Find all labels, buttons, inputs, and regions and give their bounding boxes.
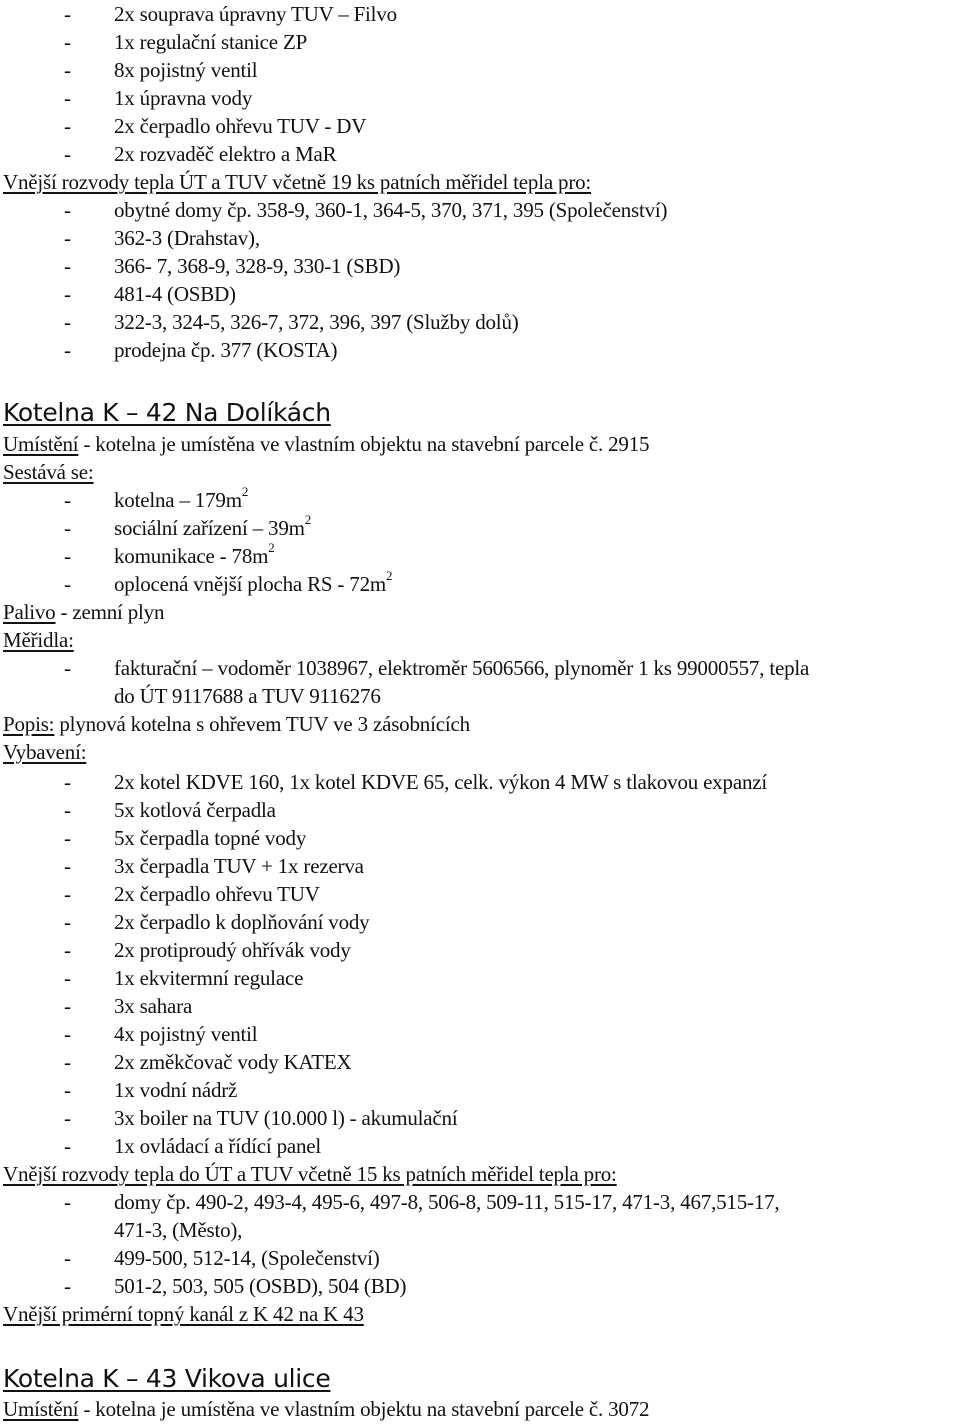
consists-label: Sestává se:: [3, 460, 94, 484]
external-distribution-heading: Vnější rozvody tepla ÚT a TUV včetně 19 ks patních měřidel tepla pro:: [3, 170, 592, 194]
list-dash: -: [64, 282, 71, 306]
fuel-text: - zemní plyn: [55, 600, 165, 624]
list-item: - 322-3, 324-5, 326-7, 372, 396, 397 (Služby dolů): [64, 310, 519, 334]
fuel-line: [3, 600, 164, 624]
list-dash: -: [64, 966, 71, 990]
list-dash: -: [64, 86, 71, 110]
location-label: Umístění: [3, 1397, 79, 1421]
list-item: - obytné domy čp. 358-9, 360-1, 364-5, 370, 371, 395 (Společenství): [64, 198, 668, 222]
list-dash: -: [64, 826, 71, 850]
list-dash: -: [64, 994, 71, 1018]
list-item: - 499-500, 512-14, (Společenství): [64, 1246, 380, 1270]
list-item: - 2x změkčovač vody KATEX: [64, 1050, 352, 1074]
list-dash: -: [64, 882, 71, 906]
list-dash: -: [64, 1274, 71, 1298]
list-item: - prodejna čp. 377 (KOSTA): [64, 338, 338, 362]
list-dash: -: [64, 544, 71, 568]
list-item: - 2x rozvaděč elektro a MaR: [64, 142, 337, 166]
description-text: plynová kotelna s ohřevem TUV ve 3 zásobnících: [54, 712, 470, 736]
list-item: - fakturační – vodoměr 1038967, elektroměr 5606566, plynoměr 1 ks 99000557, tepla: [64, 656, 810, 680]
list-dash: -: [64, 1246, 71, 1270]
list-dash: -: [64, 488, 71, 512]
list-dash: -: [64, 1190, 71, 1214]
list-item: - 3x boiler na TUV (10.000 l) - akumulační: [64, 1106, 458, 1130]
section-heading-k42: Kotelna K – 42 Na Dolíkách: [3, 398, 331, 427]
description-line: [3, 712, 470, 736]
list-item: - komunikace - $78m^2$: [64, 540, 275, 568]
list-item: - 3x sahara: [64, 994, 193, 1018]
list-item-continuation: do ÚT 9117688 a TUV 9116276: [114, 684, 381, 708]
list-item: - 366- 7, 368-9, 328-9, 330-1 (SBD): [64, 254, 401, 278]
list-item: - 2x protiproudý ohřívák vody: [64, 938, 351, 962]
description-label: Popis:: [3, 712, 55, 736]
list-dash: -: [64, 770, 71, 794]
list-item: - 2x kotel KDVE 160, 1x kotel KDVE 65, celk. výkon 4 MW s tlakovou expanzí: [64, 770, 768, 794]
list-item: - 5x kotlová čerpadla: [64, 798, 276, 822]
list-dash: -: [64, 938, 71, 962]
external-distribution-heading: Vnější rozvody tepla do ÚT a TUV včetně 15 ks patních měřidel tepla pro:: [3, 1162, 617, 1186]
list-item: - 3x čerpadla TUV + 1x rezerva: [64, 854, 364, 878]
fuel-label: Palivo: [3, 600, 56, 624]
location-line: [3, 1397, 649, 1421]
list-item-continuation: 471-3, (Město),: [114, 1218, 243, 1242]
list-dash: -: [64, 1134, 71, 1158]
list-dash: -: [64, 1022, 71, 1046]
location-label: Umístění: [3, 432, 79, 456]
list-item: - 1x vodní nádrž: [64, 1078, 238, 1102]
list-dash: -: [64, 254, 71, 278]
list-dash: -: [64, 1078, 71, 1102]
list-item: - 1x úpravna vody: [64, 86, 253, 110]
meters-label: Měřidla:: [3, 628, 74, 652]
list-dash: -: [64, 142, 71, 166]
location-text: - kotelna je umístěna ve vlastním objektu na stavební parcele č. 3072: [78, 1397, 650, 1421]
list-item: - 8x pojistný ventil: [64, 58, 258, 82]
list-dash: -: [64, 226, 71, 250]
list-dash: -: [64, 1050, 71, 1074]
list-item: - 362-3 (Drahstav),: [64, 226, 260, 250]
equipment-label: Vybavení:: [3, 740, 87, 764]
list-dash: -: [64, 114, 71, 138]
list-item: - kotelna – $179m^2$: [64, 484, 249, 512]
list-item: - 1x ovládací a řídící panel: [64, 1134, 322, 1158]
list-dash: -: [64, 198, 71, 222]
list-item: - 1x ekvitermní regulace: [64, 966, 304, 990]
list-dash: -: [64, 1106, 71, 1130]
location-line: [3, 432, 649, 456]
list-item: - 481-4 (OSBD): [64, 282, 236, 306]
list-dash: -: [64, 338, 71, 362]
list-dash: -: [64, 572, 71, 596]
list-dash: -: [64, 798, 71, 822]
section-heading-k43: Kotelna K – 43 Vikova ulice: [3, 1364, 331, 1393]
list-dash: -: [64, 310, 71, 334]
list-dash: -: [64, 2, 71, 26]
location-text: - kotelna je umístěna ve vlastním objektu na stavební parcele č. 2915: [78, 432, 650, 456]
list-item: - 2x čerpadlo ohřevu TUV: [64, 882, 320, 906]
list-item: - 1x regulační stanice ZP: [64, 30, 308, 54]
list-dash: -: [64, 656, 71, 680]
heating-channel-line: Vnější primérní topný kanál z K 42 na K 43: [3, 1302, 364, 1326]
list-dash: -: [64, 854, 71, 878]
list-item: - 2x čerpadlo k doplňování vody: [64, 910, 370, 934]
list-item: - 2x čerpadlo ohřevu TUV - DV: [64, 114, 367, 138]
list-item: - domy čp. 490-2, 493-4, 495-6, 497-8, 506-8, 509-11, 515-17, 471-3, 467,515-17,: [64, 1190, 780, 1214]
list-dash: -: [64, 516, 71, 540]
list-item: - oplocená vnější plocha RS - $72m^2$: [64, 568, 393, 596]
list-item: - sociální zařízení – $39m^2$: [64, 512, 312, 540]
list-dash: -: [64, 58, 71, 82]
list-item: - 2x souprava úpravny TUV – Filvo: [64, 2, 397, 26]
list-item: - 5x čerpadla topné vody: [64, 826, 307, 850]
list-dash: -: [64, 910, 71, 934]
list-item: - 4x pojistný ventil: [64, 1022, 258, 1046]
list-item: - 501-2, 503, 505 (OSBD), 504 (BD): [64, 1274, 407, 1298]
list-dash: -: [64, 30, 71, 54]
